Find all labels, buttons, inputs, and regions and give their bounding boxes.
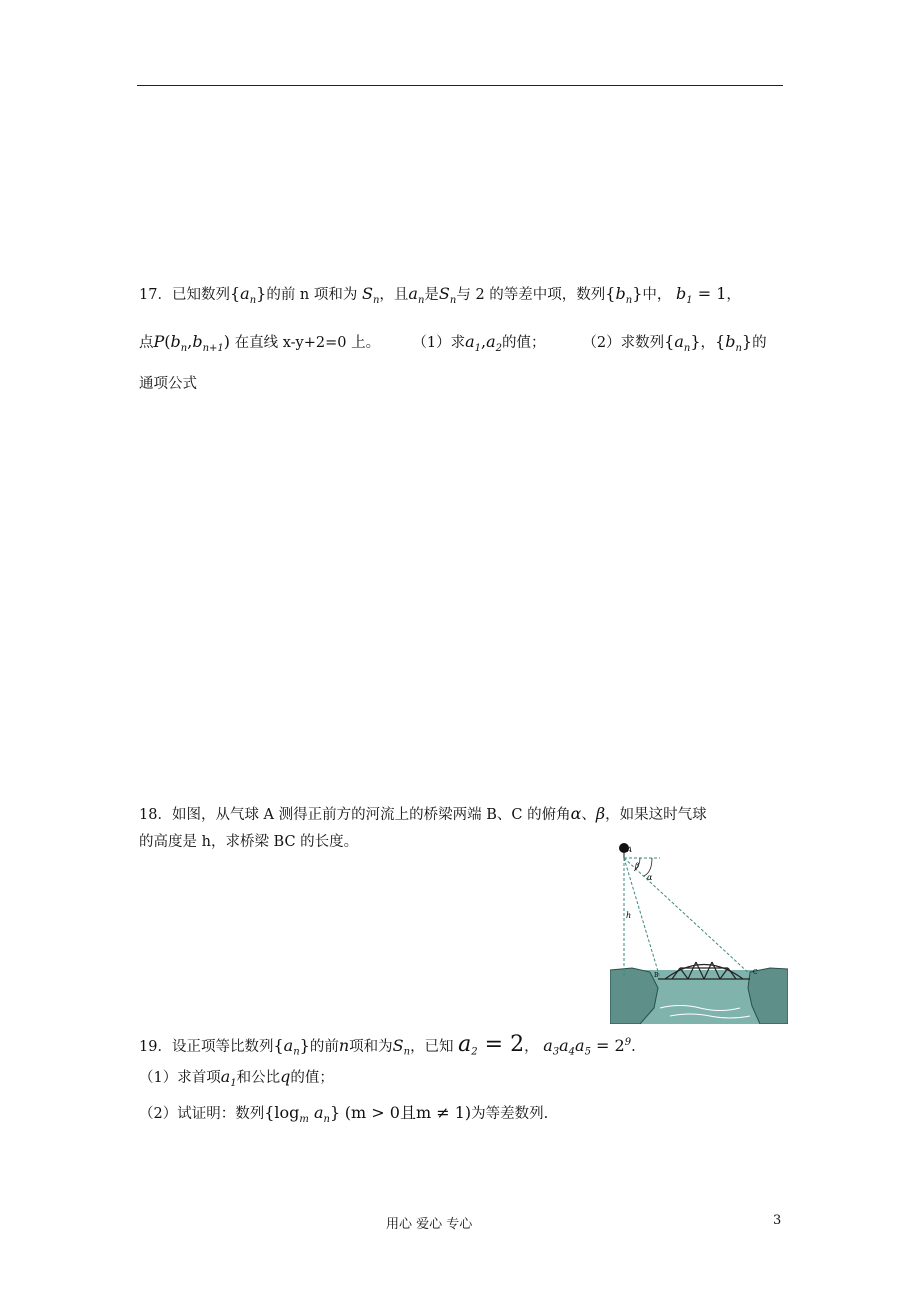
balloon-bridge-figure	[610, 838, 788, 1024]
problem-19-line-1: 19．设正项等比数列$\{a_n\}$的前n项和为$S_n$，已知 $a_2 = 2$， $a_3a_4a_5 = 2^9$.	[139, 1031, 636, 1058]
problem-17-line-1: 17．已知数列$\{a_n\}$的前 n 项和为 $S_n$，且$a_n$是$S_n$与 2 的等差中项，数列$\{b_n\}$中， $b_1 = 1$，	[139, 284, 741, 306]
problem-19-line-3: （2）试证明：数列{$\log_m$ $a_n$} (m > 0且m ≠ 1)为等差数列.	[139, 1103, 549, 1125]
sight-line-c	[624, 858, 752, 976]
problem-18-line-2: 的高度是 h，求桥梁 BC 的长度。	[139, 834, 359, 850]
problem-17-line-2: 点$P(b_n,b_{n+1})$ 在直线 x-y+2=0 上。 （1）求$a_1,a_2$的值； （2）求数列$\{a_n\}$，$\{b_n\}$的	[139, 332, 767, 354]
problem-17-line-3: 通项公式	[139, 376, 197, 392]
footer-text: 用心 爱心 专心	[386, 1217, 473, 1232]
label-alpha: α	[647, 873, 653, 882]
label-c: C	[753, 969, 758, 976]
page-number: 3	[773, 1213, 782, 1228]
label-beta: β	[635, 862, 640, 870]
label-b: B	[654, 972, 659, 979]
label-h: h	[626, 911, 632, 920]
problem-18-line-1: 18．如图，从气球 A 测得正前方的河流上的桥梁两端 B、C 的俯角α、β，如果这时气球	[139, 804, 707, 823]
header-rule	[137, 85, 783, 86]
problem-19-line-2: （1）求首项$a_1$和公比q的值；	[139, 1067, 334, 1089]
label-a: A	[627, 846, 633, 854]
